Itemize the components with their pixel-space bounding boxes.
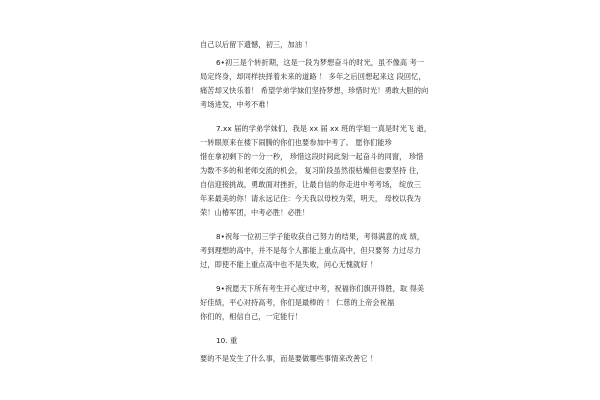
text-line: 年来最美的你！请永远记住：今天我以母校为荣，明天， 母校以我为 <box>200 194 422 203</box>
text-line: 9•祝愿天下所有考生开心度过中考，祝福你们旗开得胜，取 得美 <box>216 284 425 293</box>
text-line: 过，即使不能上重点高中也不是失败，问心无愧就好 ！ <box>200 260 378 269</box>
text-line: 自己以后留下遗憾，初三，加油 ！ <box>200 40 312 49</box>
text-line: 荣！山椿军团，中考必胜！必胜！ <box>200 208 310 217</box>
text-line: 惜在拿初剩下的一分一秒， 珍惜这段时间此刻一起奋斗的同窗， 珍惜 <box>200 152 424 161</box>
text-line: 好佳绩，平心对持高考，你们是最棒的 ！ 仁慈的上帝会祝福 <box>200 298 395 307</box>
text-line: 为数不多的和老师交流的机会， 复习阶段虽然很枯燥但也要坚持 住， <box>200 166 424 175</box>
text-line: 7.xx 届的学弟学妹们，我是 xx 届 xx 班的学姐一真是时光飞 逝， <box>216 124 432 133</box>
text-line: 10. 重 <box>216 336 238 345</box>
text-line: 你们的，相信自己，一定能行！ <box>200 312 303 321</box>
text-line: 痛苦却又快乐着！ 希望学弟学妹们坚持梦想，珍惜时光！勇敢大胆的向 <box>200 86 429 95</box>
text-line: 要的不是发生了什么事，而是要做哪些事情来改善它 ！ <box>200 354 378 363</box>
text-line: 考到理想的高中，并不是每个人都能上重点高中，但只要努 力过尽力 <box>200 246 422 255</box>
text-line: 考场进发，中考不难！ <box>200 100 273 109</box>
text-line: 一转眼原来在楼下闹腾的你们也要参加中考了。 愿你们能珍 <box>200 138 392 147</box>
text-line: 8•祝每一位初三学子能收获自己努力的结果，考得满意的成 绩， <box>216 232 425 241</box>
text-line: 局定终身，却同样抉择着未来的道路 ！ 多年之后回想起来这 段回忆， <box>200 72 426 81</box>
text-line: 6•初三是个转折期，这是一段为梦想奋斗的时光，虽不像高 考一 <box>216 58 425 67</box>
text-line: 自信迎接挑战，勇敢面对挫折，让最自信的你走进中考考场， 绽放三 <box>200 180 422 189</box>
